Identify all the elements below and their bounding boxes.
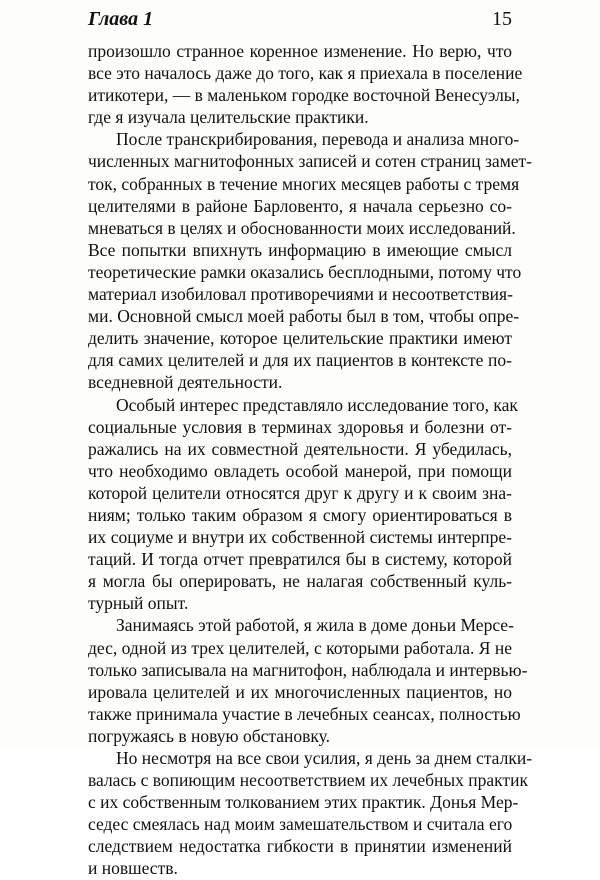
text-line: материал изобиловал противоречиями и несоответствия- — [88, 284, 513, 305]
text-line: ми. Основной смысл моей работы был в том, чтобы опре- — [88, 306, 520, 327]
text-line: теоретические рамки оказались бесплодными, потому что — [88, 261, 522, 282]
text-line: все это началось даже до того, как я приехала в поселение — [88, 63, 523, 84]
chapter-title: Глава 1 — [88, 8, 154, 30]
text-line: и новшеств. — [88, 858, 178, 879]
text-line: ток, собранных в течение многих месяцев работы с тремя — [88, 173, 520, 194]
text-line: валась с вопиющим несоответствием их лечебных практик — [88, 770, 528, 791]
text-line: дес, одной из трех целителей, с которыми работала. Я не — [88, 637, 512, 658]
paragraph — [88, 747, 533, 880]
text-line: следствием недостатка гибкости в принятии изменений — [88, 836, 512, 857]
text-line: социальные условия в терминах здоровья и болезни от- — [88, 416, 512, 437]
text-line: После транскрибирования, перевода и анализа много- — [116, 129, 520, 150]
text-line: погружаясь в новую обстановку. — [88, 725, 331, 746]
text-line: делить значение, которое целительские практики имеют — [88, 328, 512, 349]
paragraph — [88, 394, 518, 615]
paragraph — [88, 614, 528, 747]
text-line: Все попытки впихнуть информацию в имеющие смысл — [88, 239, 512, 260]
text-line: где я изучала целительские практики. — [88, 107, 369, 128]
text-line: также принимала участие в лечебных сеансах, полностью — [88, 703, 521, 724]
text-line: итикотери, — в маленьком городке восточной Венесуэлы, — [88, 85, 520, 106]
text-line: что необходимо овладеть особой манерой, при помощи — [88, 460, 512, 481]
body-text — [88, 40, 533, 880]
text-line: Но несмотря на все свои усилия, я день за днем сталки- — [116, 748, 533, 768]
text-line: с их собственным толкованием этих практик. Донья Мер- — [88, 792, 519, 813]
page-number: 15 — [492, 8, 512, 30]
text-line: произошло странное коренное изменение. Но верю, что — [88, 41, 512, 61]
text-line: целителями в районе Барловенто, я начала серьезно со- — [88, 195, 512, 216]
text-line: только записывала на магнитофон, наблюдала и интервью- — [88, 659, 528, 680]
text-line: Занимаясь этой работой, я жила в доме доньи Мерсе- — [116, 615, 514, 636]
text-line: мневаться в целях и обоснованности моих исследований. — [88, 217, 516, 238]
text-line: численных магнитофонных записей и сотен страниц замет- — [88, 151, 533, 172]
text-line: ниям; только таким образом я смогу ориентироваться в — [88, 504, 512, 525]
text-line: которой целители относятся друг к другу и к своим зна- — [88, 482, 512, 503]
text-line: их социуме и внутри их собственной системы интерпре- — [88, 527, 512, 548]
paragraph — [88, 128, 533, 393]
running-header — [88, 8, 512, 36]
text-line: Особый интерес представляло исследование того, как — [116, 394, 518, 415]
text-line: для самих целителей и для их пациентов в контексте по- — [88, 350, 512, 371]
text-line: вседневной деятельности. — [88, 372, 283, 393]
text-line: ировала целителей и их многочисленных пациентов, но — [88, 681, 512, 702]
text-line: турный опыт. — [88, 593, 189, 614]
text-line: седес смеялась над моим замешательством и считала его — [88, 814, 513, 835]
text-line: ражались на их совместной деятельности. Я убедилась, — [88, 438, 512, 459]
text-line: таций. И тогда отчет превратился бы в систему, которой — [88, 549, 512, 570]
text-line: я могла бы оперировать, не налагая собственный куль- — [88, 571, 512, 592]
paragraph — [88, 40, 523, 128]
